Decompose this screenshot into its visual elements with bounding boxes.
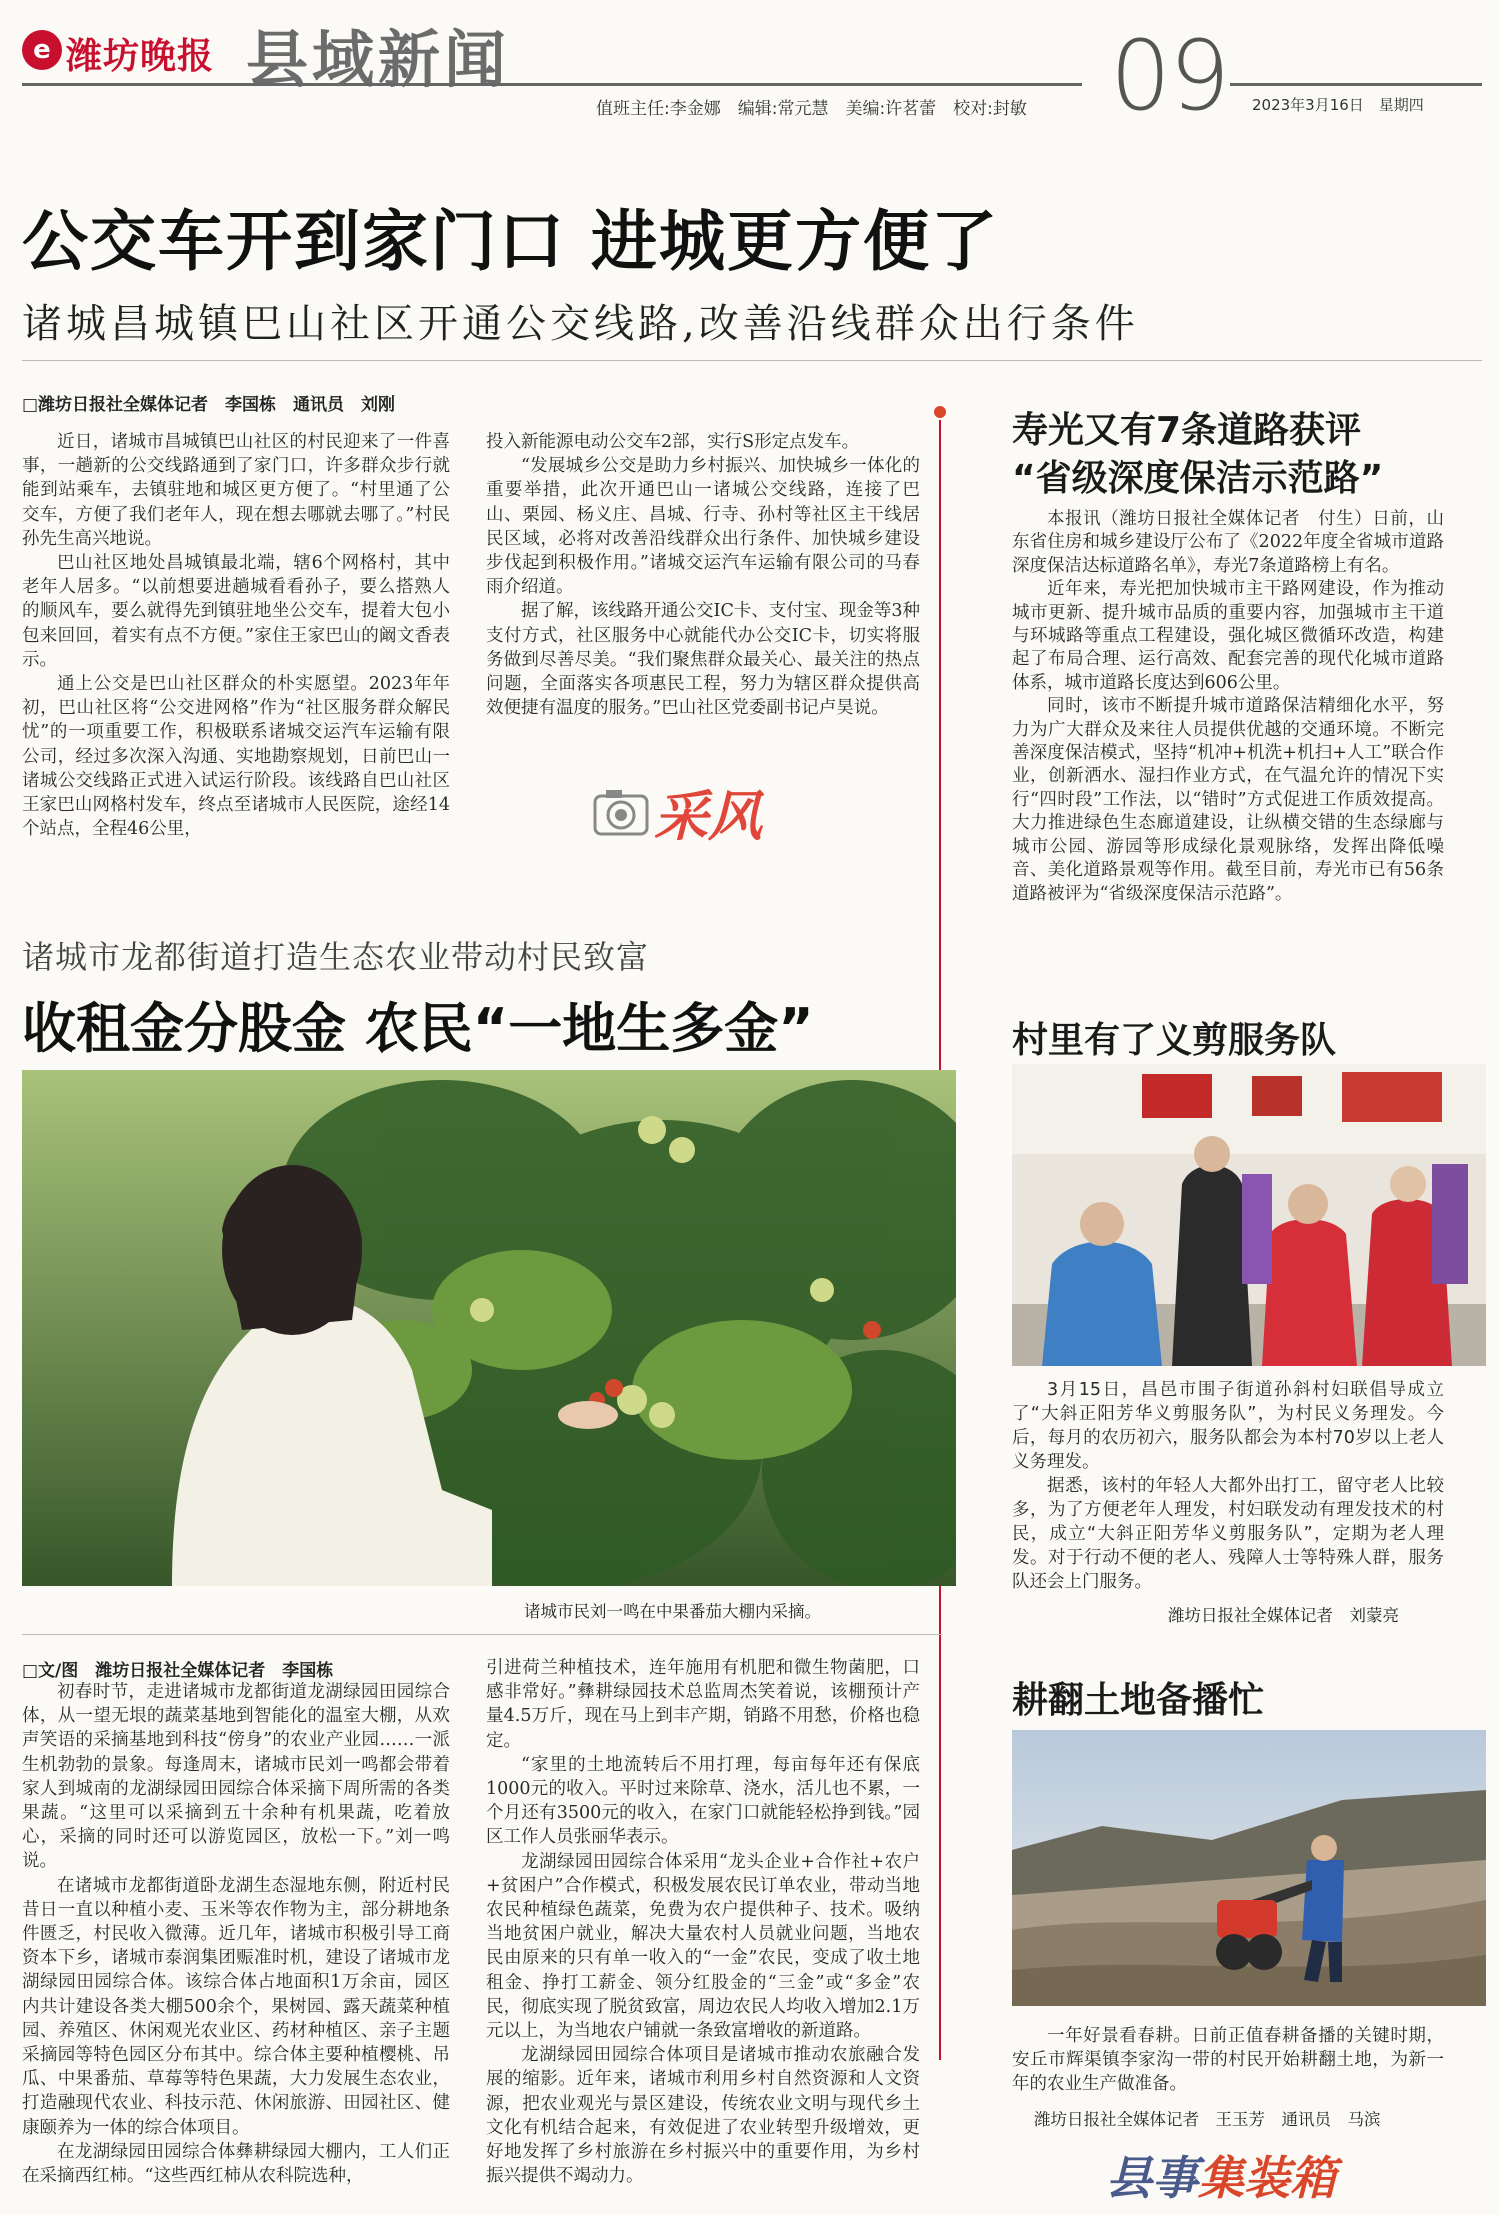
farm-paragraph: 初春时节，走进诸城市龙都街道龙湖绿园田园综合体，从一望无垠的蔬菜基地到智能化的温室大棚，从欢声笑语的采摘基地到科技“傍身”的农业产业园……一派生机勃勃的景象。每逢周末，诸城市民刘一鸣都会带着家人到城南的龙湖绿园田园综合体采摘下周所需的各类果蔬。“这里可以采摘到五十余种有机果蔬，吃着放心，采摘的同时还可以游览园区，放松一下。”刘一鸣说。 (22, 1682, 450, 1872)
paper-name: 潍坊晚报 (66, 36, 215, 77)
page-number: 09 (1110, 20, 1229, 132)
lead-paragraph: 巴山社区地处昌城镇最北端，辖6个网格村，其中老年人居多。“以前想要进趟城看看孙子，要么搭熟人的顺风车，要么就得先到镇驻地坐公交车，提着大包小包来回回，着实有点不方便。”家住王家巴山的阚文香表示。 (22, 553, 450, 670)
farm-paragraph: “家里的土地流转后不用打理，每亩每年还有保底1000元的收入。平时过来除草、浇水，活儿也不累，一个月还有3500元的收入，在家门口就能轻松挣到钱。”园区工作人员张丽华表示。 (486, 1754, 920, 1848)
section-title: 县域新闻 (246, 23, 511, 96)
side3-paragraph: 一年好景看春耕。日前正值春耕备播的关键时期，安丘市辉渠镇李家沟一带的村民开始耕翻土地，为新一年的农业生产做准备。 (1012, 2026, 1444, 2094)
lead-column-2 (486, 430, 920, 756)
lead-column-1 (22, 430, 450, 856)
issue-date: 2023年3月16日 星期四 (1252, 96, 1424, 114)
lead-divider (22, 360, 1482, 361)
farm-byline: □文/图 潍坊日报社全媒体记者 李国栋 (22, 1661, 334, 1681)
side1-paragraph: 近年来，寿光把加快城市主干路网建设，作为推动城市更新、提升城市品质的重要内容，加强城市主干道与环城路等重点工程建设，强化城区微循环改造，构建起了布局合理、运行高效、配套完善的现代化城市道路体系，城市道路长度达到606公里。 (1012, 579, 1444, 693)
plowing-field-photo (1012, 1730, 1486, 2006)
side2-headline: 村里有了义剪服务队 (1012, 1020, 1337, 1061)
farm-column-2 (486, 1656, 920, 2215)
side1-headline-line1: 寿光又有7条道路获评 (1012, 410, 1362, 451)
side2-body (1012, 1378, 1444, 1620)
side1-body (1012, 508, 1444, 970)
staff-list: 值班主任:李金娜 编辑:常元慧 美编:许茗蕾 校对:封敏 (596, 99, 1027, 119)
camera-icon (592, 786, 650, 838)
farm-column-1 (22, 1680, 450, 2215)
footer-brand-right: 集装箱 (1198, 2151, 1336, 2205)
side3-headline: 耕翻土地备播忙 (1012, 1680, 1265, 1721)
farm-photo-caption: 诸城市民刘一鸣在中果番茄大棚内采摘。 (524, 1602, 821, 1621)
lead-paragraph: 通上公交是巴山社区群众的朴实愿望。2023年年初，巴山社区将“公交进网格”作为“社区服务群众解民忧”的一项重要工作，积极联系诸城交运汽车运输有限公司，经过多次深入沟通、实地勘察规划，日前巴山一诸城公交线路正式进入试运行阶段。该线路自巴山社区王家巴山网格村发车，终点至诸城市人民医院，途经14个站点，全程46公里， (22, 674, 450, 840)
farm-kicker: 诸城市龙都街道打造生态农业带动村民致富 (22, 938, 650, 976)
side1-headline-line2: “省级深度保洁示范路” (1012, 458, 1384, 499)
farm-paragraph: 龙湖绿园田园综合体采用“龙头企业+合作社+农户+贫困户”合作模式，积极发展农民订单农业，带动当地农民种植绿色蔬菜，免费为农户提供种子、技术。吸纳当地贫困户就业，解决大量农村人员就业问题，当地农民由原来的只有单一收入的“一金”农民，变成了收土地租金、挣打工薪金、领分红股金的“三金”或“多金”农民，彻底实现了脱贫致富，周边农民人均收入增加2.1万元以上，为当地农户铺就一条致富增收的新道路。 (486, 1851, 920, 2042)
side1-paragraph: 本报讯（潍坊日报社全媒体记者 付生）日前，山东省住房和城乡建设厅公布了《2022年度全省城市道路深度保洁达标道路名单》，寿光7条道路榜上有名。 (1012, 509, 1444, 576)
masthead-rule-right (1230, 83, 1482, 86)
lead-paragraph: 据了解，该线路开通公交IC卡、支付宝、现金等3种支付方式，社区服务中心就能代办公交IC卡，切实将服务做到尽善尽美。“我们聚焦群众最关心、最关注的热点问题，全面落实各项惠民工程，努力为辖区群众提供高效便捷有温度的服务。”巴山社区党委副书记卢昊说。 (486, 601, 920, 719)
lead-paragraph: 投入新能源电动公交车2部，实行S形定点发车。 (486, 432, 860, 452)
caifeng-stamp: 采风 (654, 785, 762, 848)
masthead-rule (22, 83, 1082, 86)
lead-byline: □潍坊日报社全媒体记者 李国栋 通讯员 刘刚 (22, 395, 396, 415)
divider-dot (934, 406, 946, 418)
lead-subhead: 诸城昌城镇巴山社区开通公交线路,改善沿线群众出行条件 (22, 301, 1139, 347)
farm-paragraph: 引进荷兰种植技术，连年施用有机肥和微生物菌肥，口感非常好。”彝耕绿园技术总监周杰笑着说，该棚预计产量4.5万斤，现在马上到丰产期，销路不用愁，价格也稳定。 (486, 1658, 920, 1751)
tomato-greenhouse-photo (22, 1070, 956, 1586)
farm-paragraph: 在龙湖绿园田园综合体彝耕绿园大棚内，工人们正在采摘西红柿。“这些西红柿从农科院选种， (22, 2141, 450, 2187)
farm-paragraph: 在诸城市龙都街道卧龙湖生态湿地东侧，附近村民昔日一直以种植小麦、玉米等农作物为主，部分耕地条件匮乏，村民收入微薄。近几年，诸城市积极引导工商资本下乡，诸城市泰润集团赈准时机，建设了诸城市龙湖绿园田园综合体。该综合体占地面积1万余亩，园区内共计建设各类大棚500余个，果树园、露天蔬菜种植园、养殖区、休闲观光农业区、药材种植区、亲子主题采摘园等特色园区分布其中。综合体主要种植樱桃、吊瓜、中果番茄、草莓等特色果蔬，大力发展生态农业，打造融现代农业、科技示范、休闲旅游、田园社区、健康颐养为一体的综合体项目。 (22, 1875, 450, 2138)
farm-headline: 收租金分股金 农民“一地生多金” (22, 997, 814, 1060)
farm-paragraph: 龙湖绿园田园综合体项目是诸城市推动农旅融合发展的缩影。近年来，诸城市利用乡村自然资源和人文资源，把农业观光与景区建设，传统农业文明与现代乡土文化有机结合起来，有效促进了农业转型升级增效，更好地发挥了乡村旅游在乡村振兴中的重要作用，为乡村振兴提供不竭动力。 (486, 2045, 920, 2187)
lead-paragraph: “发展城乡公交是助力乡村振兴、加快城乡一体化的重要举措，此次开通巴山一诸城公交线路，连接了巴山、栗园、杨义庄、昌城、行寺、孙村等社区主干线居民区域，必将对改善沿线群众出行条件、加快城乡建设步伐起到积极作用。”诸城交运汽车运输有限公司的马春雨介绍道。 (486, 456, 920, 598)
lead-paragraph: 近日，诸城市昌城镇巴山社区的村民迎来了一件喜事，一趟新的公交线路通到了家门口，许多群众步行就能到站乘车，去镇驻地和城区更方便了。“村里通了公交车，方便了我们老年人，现在想去哪就去哪了。”村民孙先生高兴地说。 (22, 432, 450, 549)
footer-brand (1106, 2142, 1336, 2208)
farm-divider (22, 1634, 942, 1635)
lead-headline: 公交车开到家门口 进城更方便了 (22, 203, 999, 280)
side3-body (1012, 2024, 1444, 2098)
side2-paragraph: 据悉，该村的年轻人大都外出打工，留守老人比较多，为了方便老年人理发，村妇联发动有理发技术的村民，成立“大斜正阳芳华义剪服务队”，定期为老人理发。对于行动不便的老人、残障人士等特殊人群，服务队还会上门服务。 (1012, 1476, 1444, 1592)
side3-credit: 潍坊日报社全媒体记者 王玉芳 通讯员 马滨 (1034, 2110, 1381, 2129)
paper-logo-icon: e (22, 30, 62, 70)
side1-paragraph: 同时，该市不断提升城市道路保洁精细化水平，努力为广大群众及来往人员提供优越的交通环境。不断完善深度保洁模式，坚持“机冲+机洗+机扫+人工”联合作业，创新洒水、湿扫作业方式，在气温允许的情况下实行“四时段”工作法，以“错时”方式促进工作质效提高。大力推进绿色生态廊道建设，让纵横交错的生态绿廊与城市公园、游园等形成绿化景观脉络，发挥出降低噪音、美化道路景观等作用。截至目前，寿光市已有56条道路被评为“省级深度保洁示范路”。 (1012, 696, 1444, 904)
footer-brand-left: 县事 (1106, 2151, 1198, 2205)
haircut-service-photo (1012, 1064, 1486, 1366)
side2-paragraph: 3月15日，昌邑市围子街道孙斜村妇联倡导成立了“大斜正阳芳华义剪服务队”，为村民义务理发。今后，每月的农历初六，服务队都会为本村70岁以上老人义务理发。 (1012, 1380, 1444, 1472)
side2-credit: 潍坊日报社全媒体记者 刘蒙亮 (1168, 1606, 1399, 1625)
